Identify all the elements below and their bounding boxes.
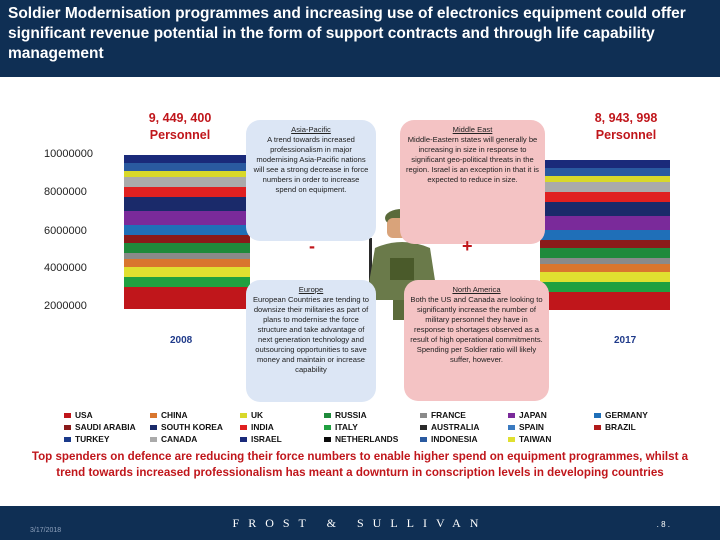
legend-label: SOUTH KOREA: [161, 422, 223, 432]
legend-label: SPAIN: [519, 422, 544, 432]
legend-swatch: [594, 425, 601, 430]
y-tick: 10000000: [44, 148, 93, 160]
legend-label: AUSTRALIA: [431, 422, 480, 432]
legend-item: [240, 422, 274, 432]
brand-logo: FROST & SULLIVAN: [232, 516, 488, 530]
bar-2017: [540, 160, 670, 310]
legend-label: SAUDI ARABIA: [75, 422, 136, 432]
bubble-europe-text: European Countries are tending to downsize their militaries as part of plans to modernise the force structure and take advantage of next generation technology and outsourcing opportunities to save money and maintain or increase capability: [252, 295, 370, 374]
y-tick: 8000000: [44, 186, 87, 198]
bubble-middle-east: [400, 120, 545, 244]
legend-item: [240, 410, 263, 420]
legend-item: [64, 410, 93, 420]
legend-item: [240, 434, 282, 444]
legend-label: CANADA: [161, 434, 198, 444]
legend-item: [420, 410, 466, 420]
legend-swatch: [324, 413, 331, 418]
bubble-europe-title: Europe: [298, 285, 324, 294]
legend-item: [594, 410, 648, 420]
legend-item: [420, 422, 479, 432]
legend-label: USA: [75, 410, 93, 420]
legend-swatch: [240, 413, 247, 418]
bubble-middle-east-text: Middle-Eastern states will generally be increasing in size in response to significant geo-political threats in the region. Israel is an exception in that it is expected to reduce in size.: [406, 135, 539, 184]
legend-label: RUSSIA: [335, 410, 367, 420]
year-2017: 2017: [614, 335, 637, 346]
page-number: . 8 .: [656, 520, 670, 529]
legend-swatch: [150, 413, 157, 418]
legend-swatch: [508, 437, 515, 442]
bubble-asia-title: Asia-Pacific: [291, 125, 331, 134]
legend-label: TURKEY: [75, 434, 110, 444]
legend-item: [150, 422, 223, 432]
legend-swatch: [420, 437, 427, 442]
legend-item: [508, 410, 547, 420]
legend-swatch: [324, 437, 331, 442]
legend-label: CHINA: [161, 410, 188, 420]
legend-swatch: [324, 425, 331, 430]
personnel-2008-label: Personnel: [149, 128, 211, 142]
bubble-north-america: [404, 280, 549, 401]
legend-item: [64, 422, 136, 432]
legend-label: GERMANY: [605, 410, 648, 420]
plus-sign: +: [462, 236, 473, 256]
minus-sign: -: [309, 236, 315, 256]
legend-item: [508, 422, 544, 432]
legend-swatch: [420, 425, 427, 430]
legend-label: TAIWAN: [519, 434, 552, 444]
legend-label: ITALY: [335, 422, 358, 432]
caption: Top spenders on defence are reducing their force numbers to enable higher spend on equipment programmes, whilst a trend towards increased professionalism has meant a downturn in conscription levels in developing countries: [31, 450, 689, 479]
legend-label: NETHERLANDS: [335, 434, 399, 444]
legend-label: FRANCE: [431, 410, 466, 420]
legend: [64, 410, 684, 448]
footer-bar: [0, 506, 720, 540]
legend-item: [420, 434, 478, 444]
legend-swatch: [64, 425, 71, 430]
legend-swatch: [594, 413, 601, 418]
legend-item: [324, 410, 367, 420]
bubble-north-america-text: Both the US and Canada are looking to significantly increase the number of military personnel they have in response to shortages observed as a result of high operational commitments. Spending per Soldier ratio will likely suffer, however.: [410, 295, 543, 364]
personnel-2008-value: 9, 449, 400: [148, 111, 212, 125]
bubble-north-america-title: North America: [452, 285, 501, 294]
legend-label: INDIA: [251, 422, 274, 432]
legend-swatch: [64, 437, 71, 442]
legend-swatch: [420, 413, 427, 418]
legend-item: [594, 422, 636, 432]
y-tick: 6000000: [44, 225, 87, 237]
legend-swatch: [240, 425, 247, 430]
year-2008: 2008: [170, 335, 193, 346]
legend-swatch: [508, 413, 515, 418]
legend-label: UK: [251, 410, 264, 420]
bubble-europe: [246, 280, 376, 402]
legend-swatch: [150, 437, 157, 442]
legend-item: [324, 434, 398, 444]
legend-swatch: [508, 425, 515, 430]
legend-swatch: [150, 425, 157, 430]
legend-label: JAPAN: [519, 410, 547, 420]
bar-2008: [124, 155, 250, 309]
personnel-2017-value: 8, 943, 998: [594, 111, 658, 125]
legend-item: [150, 434, 197, 444]
legend-swatch: [240, 437, 247, 442]
slide-title: Soldier Modernisation programmes and increasing use of electronics equipment could offer significant revenue potential in the form of support contracts and through life capability management: [8, 5, 686, 62]
personnel-2017-label: Personnel: [595, 128, 657, 142]
legend-item: [508, 434, 551, 444]
legend-label: BRAZIL: [605, 422, 636, 432]
legend-item: [64, 434, 109, 444]
bubble-asia-pacific: [246, 120, 376, 241]
footer-date: 3/17/2018: [30, 527, 62, 534]
legend-item: [150, 410, 188, 420]
legend-label: ISRAEL: [251, 434, 282, 444]
bubble-middle-east-title: Middle East: [452, 125, 493, 134]
bubble-asia-text: A trend towards increased professionalism in major modernising Asia-Pacific nations will see a strong decrease in force numbers in order to increase spend on equipment.: [253, 135, 369, 194]
y-tick: 4000000: [44, 262, 87, 274]
legend-swatch: [64, 413, 71, 418]
legend-item: [324, 422, 358, 432]
legend-label: INDONESIA: [431, 434, 478, 444]
y-tick: 2000000: [44, 300, 87, 312]
